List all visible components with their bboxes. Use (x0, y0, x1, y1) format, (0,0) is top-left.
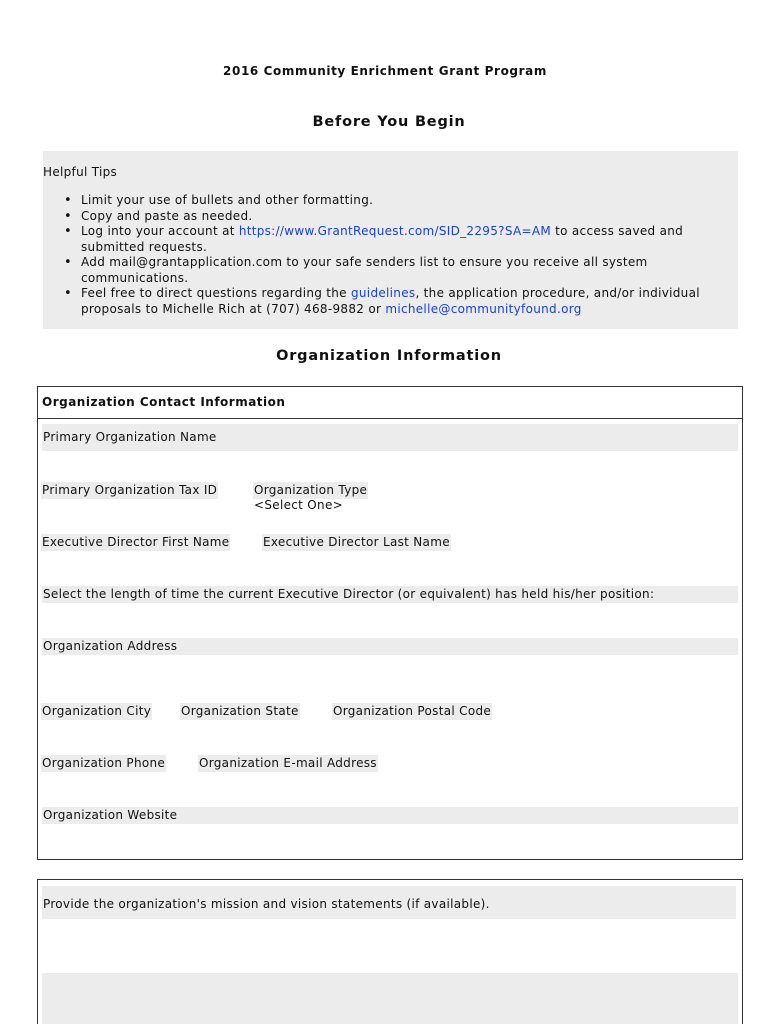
mission-prompt-label: Provide the organization's mission and vision statements (if available). (43, 897, 490, 911)
org-postal-code-label: Organization Postal Code (333, 704, 492, 718)
org-website-label: Organization Website (43, 808, 178, 822)
org-type-label: Organization Type (254, 483, 368, 497)
ed-tenure-label: Select the length of time the current Executive Director (or equivalent) has held his/her position: (43, 587, 655, 601)
helpful-tips-title: Helpful Tips (43, 165, 118, 179)
tip-questions: • Feel free to direct questions regarding the guidelines, the application procedure, and/or individual proposals to Michelle Rich at (707) 468-9882 or michelle@communityfound.org (62, 286, 722, 317)
tip-login: • Log into your account at https://www.GrantRequest.com/SID_2295?SA=AM to access saved and submitted requests. (62, 224, 722, 255)
org-state-label: Organization State (181, 704, 299, 718)
organization-information-heading: Organization Information (276, 348, 502, 364)
grantrequest-link[interactable]: https://www.GrantRequest.com/SID_2295?SA=AM (238, 224, 552, 238)
organization-contact-section (37, 386, 743, 860)
org-type-select[interactable]: <Select One> (254, 498, 343, 512)
contact-email-link[interactable]: michelle@communityfound.org (385, 301, 582, 316)
tax-id-label: Primary Organization Tax ID (42, 483, 218, 497)
org-email-label: Organization E-mail Address (199, 756, 377, 770)
org-name-label: Primary Organization Name (43, 430, 217, 444)
before-you-begin-heading: Before You Begin (312, 114, 466, 130)
helpful-tips-list (62, 193, 722, 317)
tip-copy-paste: • Copy and paste as needed. (62, 209, 722, 225)
tip-safe-senders: • Add mail@grantapplication.com to your safe senders list to ensure you receive all system communications. (62, 255, 722, 286)
org-phone-label: Organization Phone (42, 756, 166, 770)
org-address-label: Organization Address (43, 639, 178, 653)
mission-text-area[interactable] (42, 973, 738, 1024)
ed-first-name-label: Executive Director First Name (42, 535, 230, 549)
tip-formatting: • Limit your use of bullets and other formatting. (62, 193, 722, 209)
org-city-label: Organization City (42, 704, 152, 718)
guidelines-link[interactable]: guidelines (350, 286, 416, 300)
ed-last-name-label: Executive Director Last Name (263, 535, 450, 549)
organization-contact-title: Organization Contact Information (42, 395, 286, 409)
program-title: 2016 Community Enrichment Grant Program (223, 64, 547, 78)
